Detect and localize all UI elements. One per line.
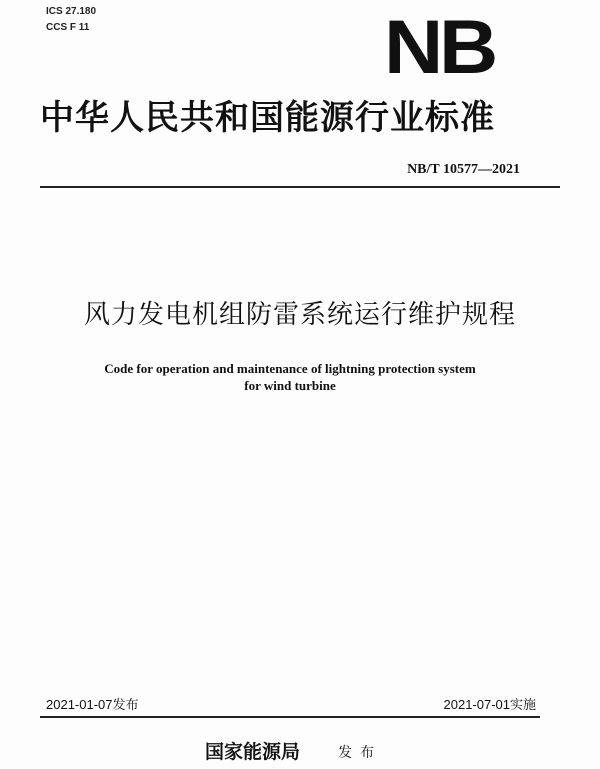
implementation-date: 2021-07-01实施 <box>443 697 536 712</box>
english-title-line-1: Code for operation and maintenance of lightning protection system <box>104 361 476 376</box>
standard-category-title: 中华人民共和国能源行业标准 <box>40 98 495 138</box>
bottom-divider <box>40 716 540 718</box>
english-title <box>0 360 580 394</box>
top-divider <box>40 186 560 188</box>
nb-logo: NB <box>384 5 494 90</box>
english-title-line-2: for wind turbine <box>244 378 336 393</box>
ccs-code: CCS F 11 <box>46 22 90 33</box>
classification-codes <box>46 4 96 36</box>
chinese-title: 风力发电机组防雷系统运行维护规程 <box>83 300 516 330</box>
ics-code: ICS 27.180 <box>46 6 97 17</box>
issuer-name: 国家能源局 <box>205 741 301 763</box>
issue-date: 2021-01-07发布 <box>46 697 139 712</box>
issue-label: 发布 <box>338 745 382 761</box>
standard-number: NB/T 10577—2021 <box>407 162 520 177</box>
